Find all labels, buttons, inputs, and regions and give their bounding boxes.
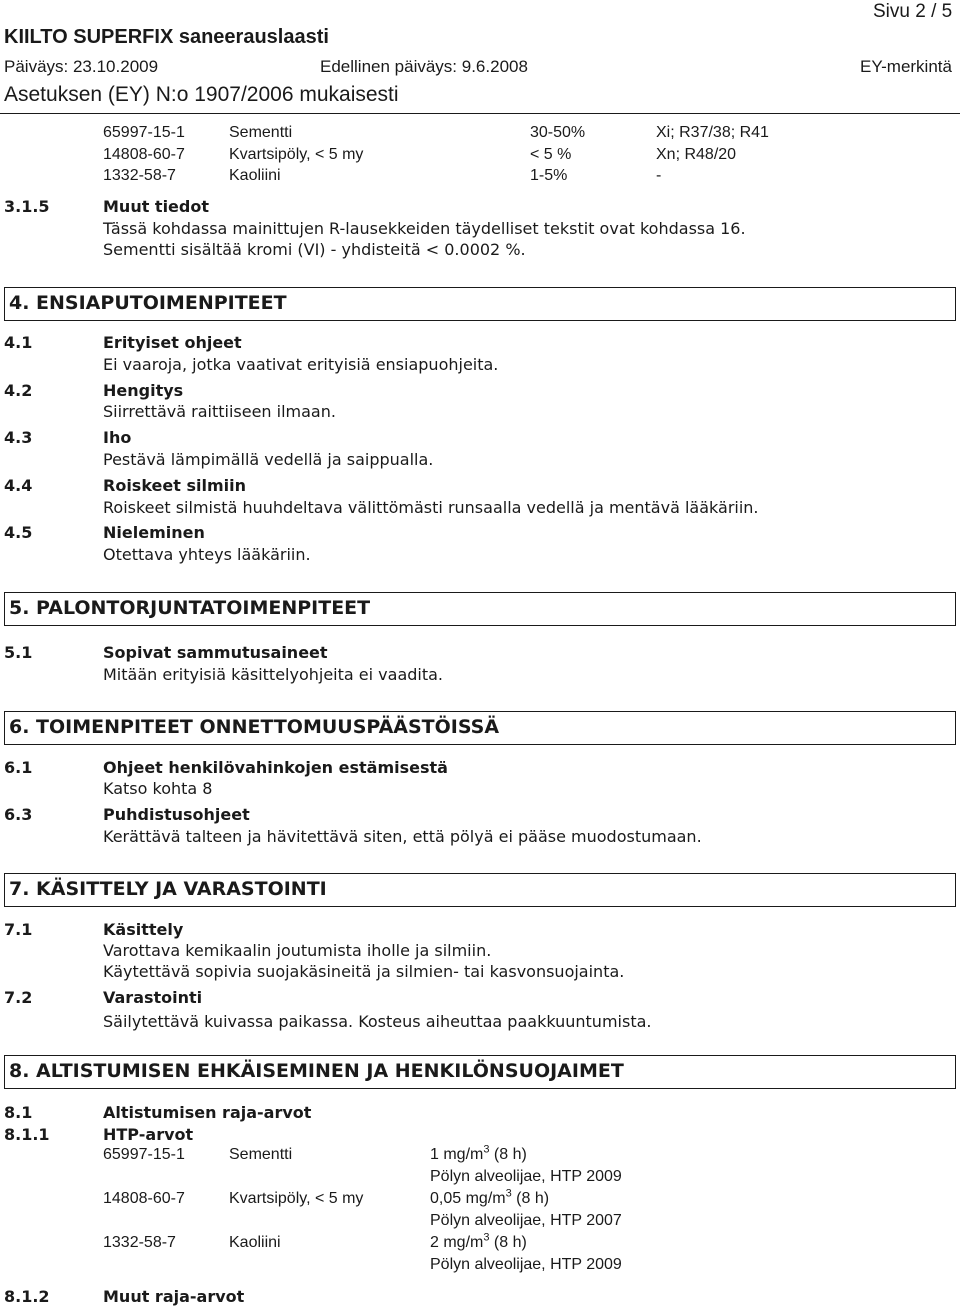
subsection-title: Nieleminen	[103, 523, 205, 542]
subsection-number: 6.3	[4, 805, 33, 824]
classification: -	[656, 167, 662, 184]
section-title: 8. ALTISTUMISEN EHKÄISEMINEN JA HENKILÖNSUOJAIMET	[9, 1060, 624, 1082]
substance-name: Kaoliini	[229, 167, 281, 184]
subsection-text: Roiskeet silmistä huuhdeltava välittömästi runsaalla vedellä ja mentävä lääkäriin.	[103, 498, 759, 517]
subsection-title: Altistumisen raja-arvot	[103, 1103, 312, 1122]
subsection-text: Mitään erityisiä käsittelyohjeita ei vaadita.	[103, 665, 444, 684]
paragraph-line: Varottava kemikaalin joutumista iholle ja silmiin.	[103, 941, 492, 960]
subsection-title: HTP-arvot	[103, 1125, 194, 1144]
product-title: KIILTO SUPERFIX saneerauslaasti	[4, 26, 329, 48]
issue-date: Päiväys: 23.10.2009	[4, 57, 159, 76]
section-title: 4. ENSIAPUTOIMENPITEET	[9, 292, 287, 314]
subsection-title: Muut raja-arvot	[103, 1287, 245, 1306]
subsection-number: 4.5	[4, 523, 33, 542]
subsection-text: Pestävä lämpimällä vedellä ja saippualla.	[103, 450, 434, 469]
substance-name: Kaoliini	[229, 1234, 281, 1251]
subsection-text: Katso kohta 8	[103, 779, 213, 798]
subsection-number: 4.4	[4, 476, 33, 495]
concentration: 30-50%	[530, 124, 586, 141]
section-header-6	[4, 711, 956, 745]
subsection-number: 8.1	[4, 1103, 33, 1122]
subsection-title: Roiskeet silmiin	[103, 476, 246, 495]
subsection-title: Muut tiedot	[103, 197, 209, 216]
page-number: Sivu 2 / 5	[873, 1, 953, 22]
classification: Xi; R37/38; R41	[656, 124, 769, 141]
subsection-number: 8.1.1	[4, 1125, 50, 1144]
subsection-text: Otettava yhteys lääkäriin.	[103, 545, 311, 564]
concentration: < 5 %	[530, 146, 572, 163]
subsection-title: Hengitys	[103, 381, 184, 400]
subsection-number: 8.1.2	[4, 1287, 50, 1306]
cas-number: 1332-58-7	[103, 1234, 176, 1251]
regulation-title: Asetuksen (EY) N:o 1907/2006 mukaisesti	[4, 83, 399, 106]
substance-name: Kvartsipöly, < 5 my	[229, 146, 364, 163]
substance-name: Kvartsipöly, < 5 my	[229, 1190, 364, 1207]
subsection-title: Erityiset ohjeet	[103, 333, 242, 352]
cas-number: 14808-60-7	[103, 1190, 185, 1207]
section-header-8	[4, 1055, 956, 1089]
cas-number: 65997-15-1	[103, 124, 185, 141]
paragraph-line: Säilytettävä kuivassa paikassa. Kosteus aiheuttaa paakkuuntumista.	[103, 1012, 652, 1031]
subsection-title: Iho	[103, 428, 132, 447]
subsection-number: 7.2	[4, 988, 33, 1007]
limit-value: 1 $mg/m^3$ (8 h)	[430, 1143, 527, 1163]
limit-value: 0,05 $mg/m^3$ (8 h)	[430, 1187, 550, 1207]
section-header-5	[4, 592, 956, 626]
subsection-text: Ei vaaroja, jotka vaativat erityisiä ensiapuohjeita.	[103, 355, 499, 374]
subsection-number: 7.1	[4, 920, 33, 939]
limit-value: 2 $mg/m^3$ (8 h)	[430, 1231, 527, 1251]
subsection-title: Ohjeet henkilövahinkojen estämisestä	[103, 758, 448, 777]
subsection-title: Varastointi	[103, 988, 203, 1007]
classification: Xn; R48/20	[656, 146, 737, 163]
previous-date: Edellinen päiväys: 9.6.2008	[320, 57, 528, 76]
header-rule	[0, 113, 960, 114]
section-title: 5. PALONTORJUNTATOIMENPITEET	[9, 597, 371, 619]
paragraph-line: Sementti sisältää kromi (VI) - yhdisteitä < 0.0002 %.	[103, 240, 526, 259]
paragraph-line: Käytettävä sopivia suojakäsineitä ja silmien- tai kasvonsuojainta.	[103, 962, 625, 981]
limit-note: Pölyn alveolijae, HTP 2007	[430, 1212, 622, 1229]
subsection-number: 3.1.5	[4, 197, 50, 216]
subsection-number: 6.1	[4, 758, 33, 777]
subsection-text: Siirrettävä raittiiseen ilmaan.	[103, 402, 336, 421]
section-title: 7. KÄSITTELY JA VARASTOINTI	[9, 878, 327, 900]
section-header-7	[4, 873, 956, 907]
subsection-number: 4.3	[4, 428, 33, 447]
subsection-title: Sopivat sammutusaineet	[103, 643, 328, 662]
cas-number: 1332-58-7	[103, 167, 176, 184]
substance-name: Sementti	[229, 1146, 293, 1163]
subsection-number: 4.1	[4, 333, 33, 352]
subsection-number: 4.2	[4, 381, 33, 400]
subsection-number: 5.1	[4, 643, 33, 662]
paragraph-line: Tässä kohdassa mainittujen R-lausekkeiden täydelliset tekstit ovat kohdassa 16.	[103, 219, 746, 238]
subsection-title: Puhdistusohjeet	[103, 805, 250, 824]
cas-number: 14808-60-7	[103, 146, 185, 163]
limit-note: Pölyn alveolijae, HTP 2009	[430, 1256, 622, 1273]
limit-note: Pölyn alveolijae, HTP 2009	[430, 1168, 622, 1185]
section-title: 6. TOIMENPITEET ONNETTOMUUSPÄÄSTÖISSÄ	[9, 716, 500, 738]
ey-mark: EY-merkintä	[860, 57, 952, 76]
concentration: 1-5%	[530, 167, 568, 184]
section-header-4	[4, 287, 956, 321]
substance-name: Sementti	[229, 124, 293, 141]
subsection-text: Kerättävä talteen ja hävitettävä siten, että pölyä ei pääse muodostumaan.	[103, 827, 702, 846]
subsection-title: Käsittely	[103, 920, 184, 939]
cas-number: 65997-15-1	[103, 1146, 185, 1163]
